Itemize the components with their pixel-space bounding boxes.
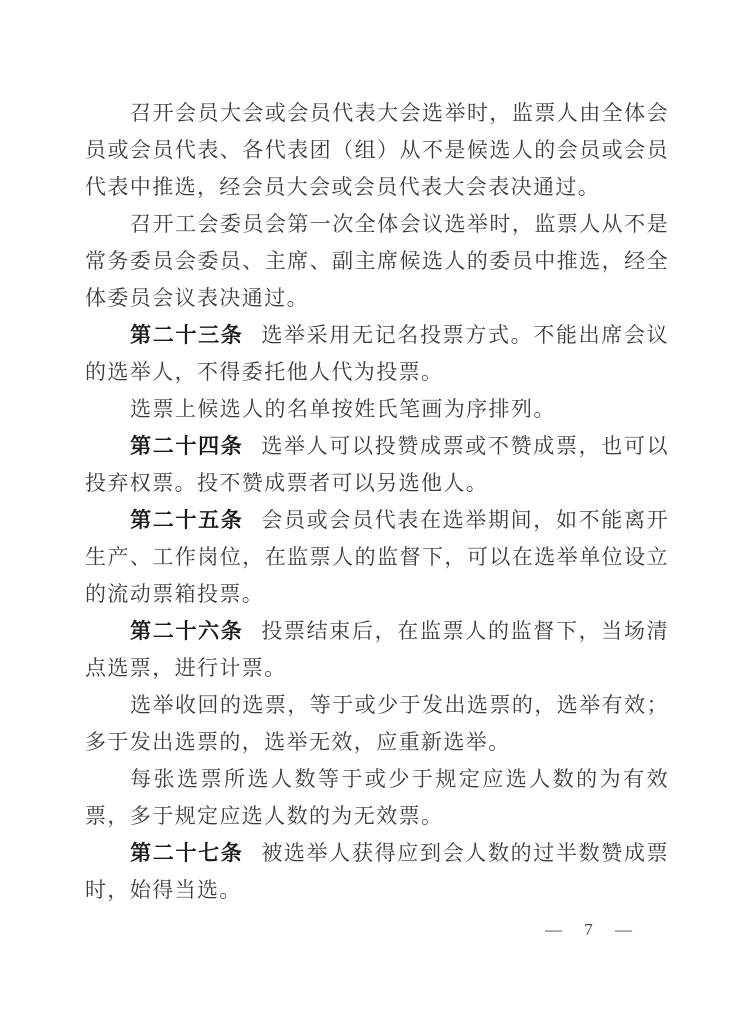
paragraph-text: 每张选票所选人数等于或少于规定应选人数的为有效票，多于规定应选人数的为无效票。 — [85, 767, 669, 828]
body-paragraph — [85, 391, 669, 428]
paragraph-text: 召开会员大会或会员代表大会选举时，监票人由全体会员或会员代表、各代表团（组）从不是候选人的会员或会员代表中推选，经会员大会或会员代表大会表决通过。 — [85, 101, 669, 199]
paragraph-text: 被选举人获得应到会人数的过半数赞成票时，始得当选。 — [85, 841, 670, 902]
article-paragraph — [85, 502, 669, 613]
article-heading: 第二十三条 — [130, 324, 244, 347]
article-paragraph — [85, 835, 669, 909]
article-heading: 第二十七条 — [130, 842, 244, 865]
body-paragraph — [85, 761, 669, 835]
paragraph-text: 会员或会员代表在选举期间，如不能离开生产、工作岗位，在监票人的监督下，可以在选举单位设立的流动票箱投票。 — [85, 508, 670, 606]
article-paragraph — [85, 613, 669, 687]
article-paragraph — [85, 428, 669, 502]
paragraph-text: 投票结束后，在监票人的监督下，当场清点选票，进行计票。 — [85, 619, 670, 680]
page-number: — 7 — — [545, 920, 634, 939]
article-heading: 第二十六条 — [130, 620, 244, 643]
body-paragraph — [85, 95, 669, 206]
article-heading: 第二十四条 — [130, 435, 244, 458]
document-body — [85, 95, 669, 909]
paragraph-text: 召开工会委员会第一次全体会议选举时，监票人从不是常务委员会委员、主席、副主席候选人的委员中推选，经全体委员会议表决通过。 — [85, 212, 669, 310]
paragraph-text: 选举人可以投赞成票或不赞成票，也可以投弃权票。投不赞成票者可以另选他人。 — [85, 434, 670, 495]
body-paragraph — [85, 687, 669, 761]
paragraph-text: 选举采用无记名投票方式。不能出席会议的选举人，不得委托他人代为投票。 — [85, 323, 670, 384]
paragraph-text: 选票上候选人的名单按姓氏笔画为序排列。 — [130, 397, 556, 421]
article-heading: 第二十五条 — [130, 509, 244, 532]
article-paragraph — [85, 317, 669, 391]
paragraph-text: 选举收回的选票，等于或少于发出选票的，选举有效；多于发出选票的，选举无效，应重新选举。 — [85, 693, 669, 754]
body-paragraph — [85, 206, 669, 317]
